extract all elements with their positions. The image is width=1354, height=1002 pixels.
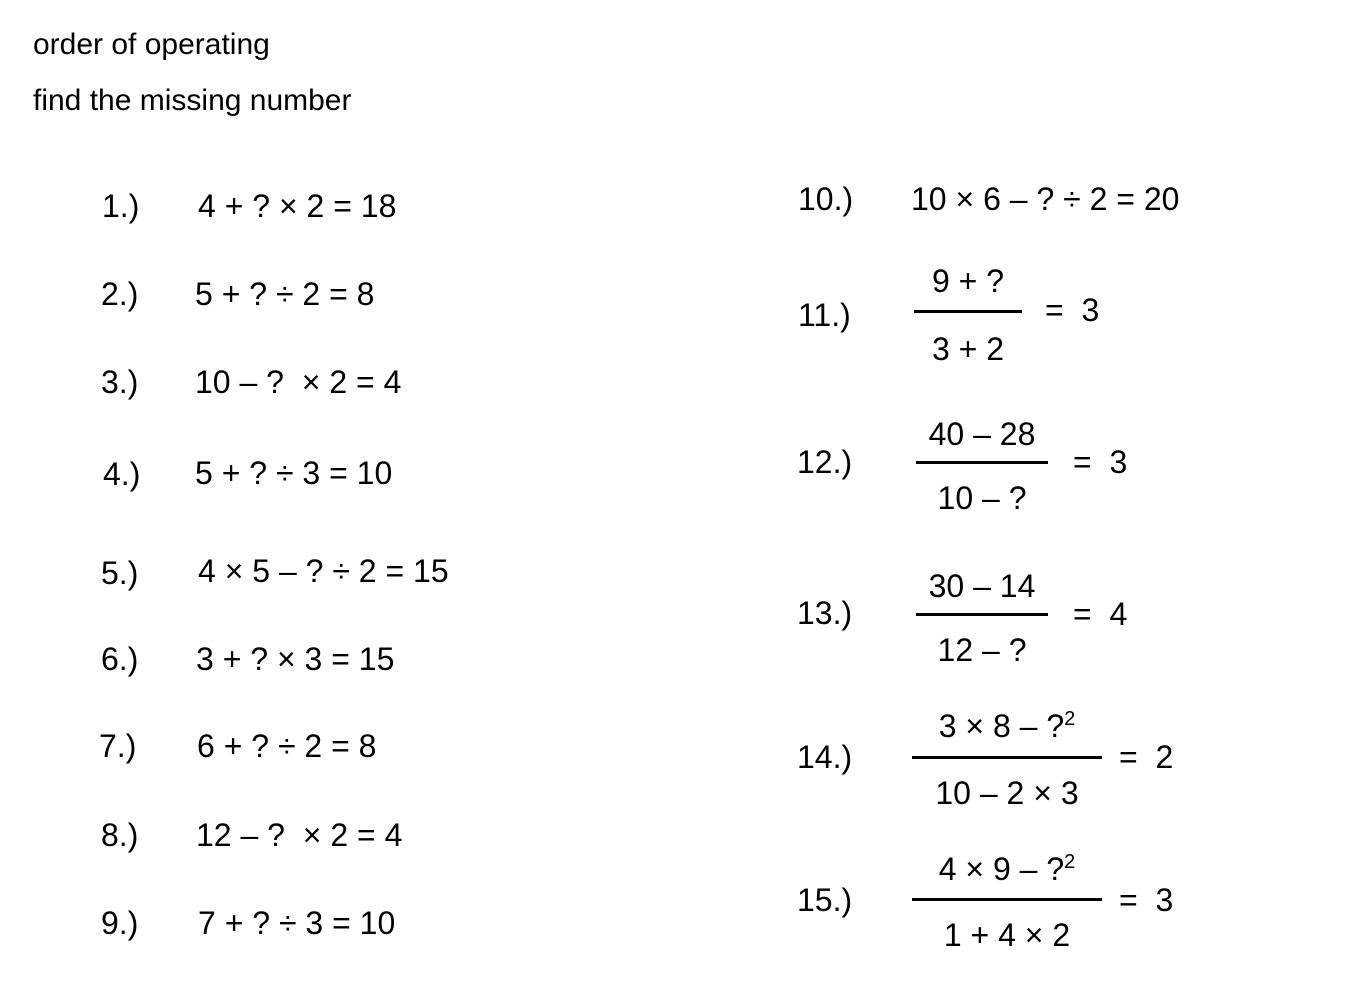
fraction-denominator: 10 – ?	[937, 480, 1027, 516]
fraction-result: = 3	[1073, 444, 1128, 480]
fraction-denominator: 12 – ?	[937, 632, 1027, 668]
problem-expression: 3 + ? × 3 = 15	[196, 641, 395, 677]
problem-expression: 4 + ? × 2 = 18	[198, 188, 397, 224]
worksheet-title: order of operating	[33, 28, 270, 61]
problem-expression: 5 + ? ÷ 3 = 10	[195, 455, 393, 491]
problem-expression: 5 + ? ÷ 2 = 8	[195, 276, 375, 312]
fraction-numerator: 9 + ?	[931, 263, 1005, 299]
fraction-numerator	[912, 853, 1102, 885]
exponent: 2	[1064, 851, 1076, 873]
problem-number: 1.)	[102, 188, 140, 224]
fraction-numerator: 30 – 14	[928, 568, 1036, 604]
fraction-denominator: 3 + 2	[931, 331, 1005, 367]
problem-expression: 10 – ? × 2 = 4	[195, 364, 402, 400]
problem-expression: 6 + ? ÷ 2 = 8	[197, 728, 377, 764]
problem-number: 13.)	[797, 595, 853, 631]
numerator-base: 4 × 9 – ?	[938, 851, 1065, 887]
fraction-bar	[912, 756, 1102, 759]
fraction-bar	[912, 898, 1102, 901]
problem-number: 6.)	[101, 641, 139, 677]
problem-expression: 4 × 5 – ? ÷ 2 = 15	[198, 553, 449, 589]
fraction-numerator	[912, 710, 1102, 742]
fraction-bar	[916, 613, 1048, 616]
fraction-denominator: 10 – 2 × 3	[935, 775, 1079, 811]
problem-number: 9.)	[101, 905, 139, 941]
problem-number: 12.)	[797, 444, 853, 480]
fraction-result: = 3	[1119, 882, 1174, 918]
problem-number: 5.)	[101, 555, 139, 591]
fraction-bar	[916, 461, 1048, 464]
problem-number: 11.)	[798, 297, 851, 333]
fraction-denominator: 1 + 4 × 2	[943, 917, 1071, 953]
problem-number: 3.)	[101, 364, 139, 400]
problem-number: 8.)	[101, 817, 139, 853]
worksheet-instruction: find the missing number	[33, 84, 352, 117]
fraction-result: = 2	[1119, 739, 1174, 775]
fraction-numerator: 40 – 28	[928, 416, 1036, 452]
fraction-result: = 3	[1045, 292, 1100, 328]
problem-number: 7.)	[99, 728, 137, 764]
problem-number: 10.)	[798, 181, 854, 217]
problem-expression: 10 × 6 – ? ÷ 2 = 20	[911, 181, 1180, 217]
problem-number: 2.)	[101, 276, 139, 312]
problem-number: 14.)	[797, 739, 853, 775]
fraction-bar	[914, 310, 1022, 313]
problem-expression: 12 – ? × 2 = 4	[196, 817, 403, 853]
problem-expression: 7 + ? ÷ 3 = 10	[198, 905, 396, 941]
fraction-result: = 4	[1073, 596, 1128, 632]
problem-number: 15.)	[797, 882, 853, 918]
problem-number: 4.)	[103, 456, 141, 492]
numerator-base: 3 × 8 – ?	[938, 708, 1065, 744]
exponent: 2	[1064, 708, 1076, 730]
